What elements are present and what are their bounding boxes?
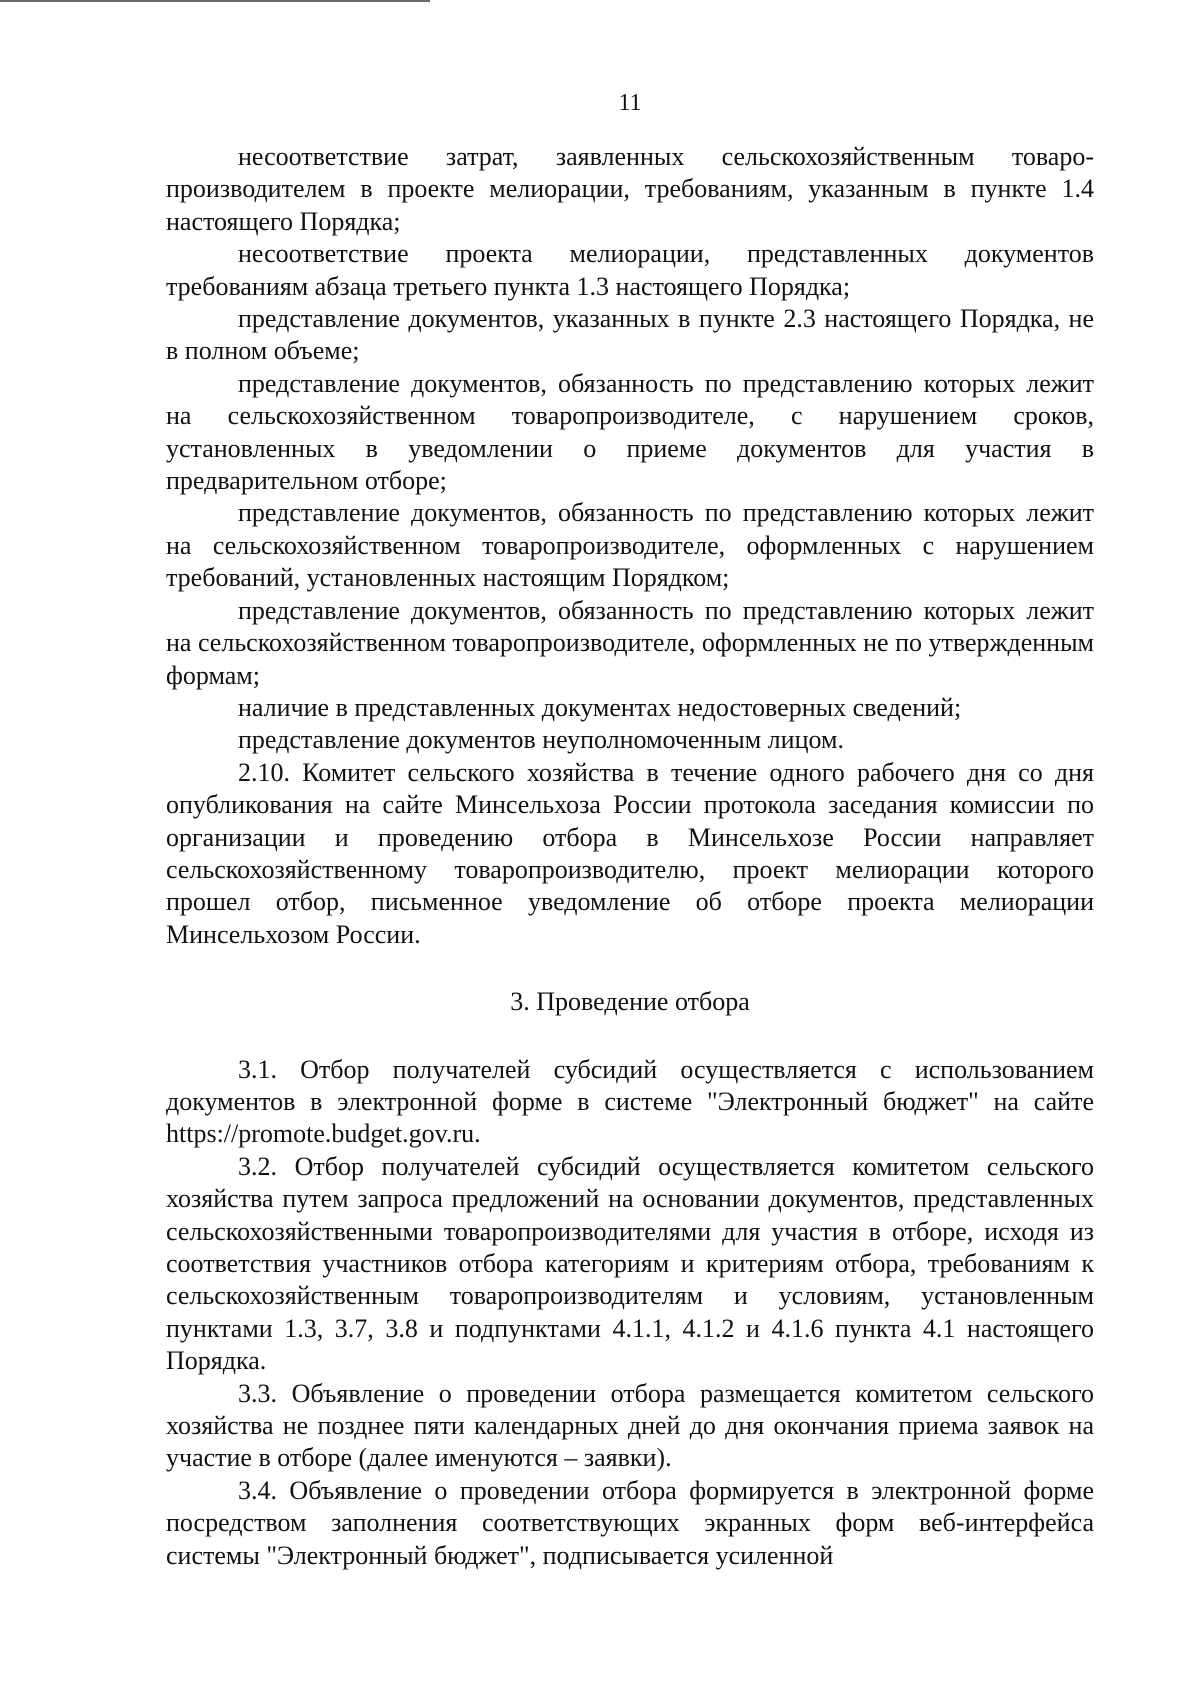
paragraph: 3.2. Отбор получателей субсидий осуществляется комитетом сельского хозяйства путем запроса предложений на основании документов, представленных сельскохозяйственными товаропроизводителями для участия в отборе, исходя из соответствия участников отбора категориям и критериям отбора, требованиям к сельскохозяйственным товаропроизводителям и условиям, установленным пунктами 1.3, 3.7, 3.8 и подпунктами 4.1.1, 4.1.2 и 4.1.6 пункта 4.1 настоящего Порядка. — [166, 1151, 1094, 1376]
paragraph: 3.4. Объявление о проведении отбора формируется в электронной форме посредством заполнения соответствующих экранных форм веб-интерфейса системы "Электронный бюджет", подписывается усиленной — [166, 1475, 1094, 1570]
scan-edge-line — [0, 0, 430, 2]
paragraph: несоответствие затрат, заявленных сельскохозяйственным товаропроизводителем в проекте мелиорации, требованиям, указанным в пункте 1.4 настоящего Порядка; — [166, 142, 1094, 236]
paragraph: представление документов, обязанность по представлению которых лежит на сельскохозяйственном товаропроизводителе, оформленных не по утвержденным формам; — [166, 595, 1094, 690]
paragraph: представление документов, указанных в пункте 2.3 настоящего Порядка, не в полном объеме; — [166, 304, 1094, 366]
page-number: 11 — [618, 90, 642, 116]
paragraph: несоответствие проекта мелиорации, представленных документов требованиям абзаца третьего пункта 1.3 настоящего Порядка; — [166, 239, 1094, 301]
paragraph: представление документов, обязанность по представлению которых лежит на сельскохозяйственном товаропроизводителе, оформленных с нарушением требований, установленных настоящим Порядком; — [166, 498, 1094, 593]
paragraph: представление документов, обязанность по представлению которых лежит на сельскохозяйственном товаропроизводителе, с нарушением сроков, установленных в уведомлении о приеме документов для участия в предварительном отборе; — [166, 368, 1094, 496]
paragraph: представление документов неуполномоченным лицом. — [238, 725, 844, 755]
paragraph: 3.1. Отбор получателей субсидий осуществляется с использованием документов в электронной форме в системе "Электронный бюджет" на сайте https://promote.budget.gov.ru. — [166, 1054, 1094, 1149]
section-heading: 3. Проведение отбора — [510, 987, 750, 1017]
paragraph: наличие в представленных документах недостоверных сведений; — [238, 692, 962, 722]
paragraph: 2.10. Комитет сельского хозяйства в течение одного рабочего дня со дня опубликования на сайте Минсельхоза России протокола заседания комиссии по организации и проведению отбора в Минсельхозе России направляет сельскохозяйственному товаропроизводителю, проект мелиорации которого прошел отбор, письменное уведомление об отборе проекта мелиорации Минсельхозом России. — [166, 757, 1094, 949]
document-body — [166, 141, 1094, 1572]
paragraph: 3.3. Объявление о проведении отбора размещается комитетом сельского хозяйства не позднее пяти календарных дней до дня окончания приема заявок на участие в отборе (далее именуются – заявки). — [166, 1378, 1094, 1473]
